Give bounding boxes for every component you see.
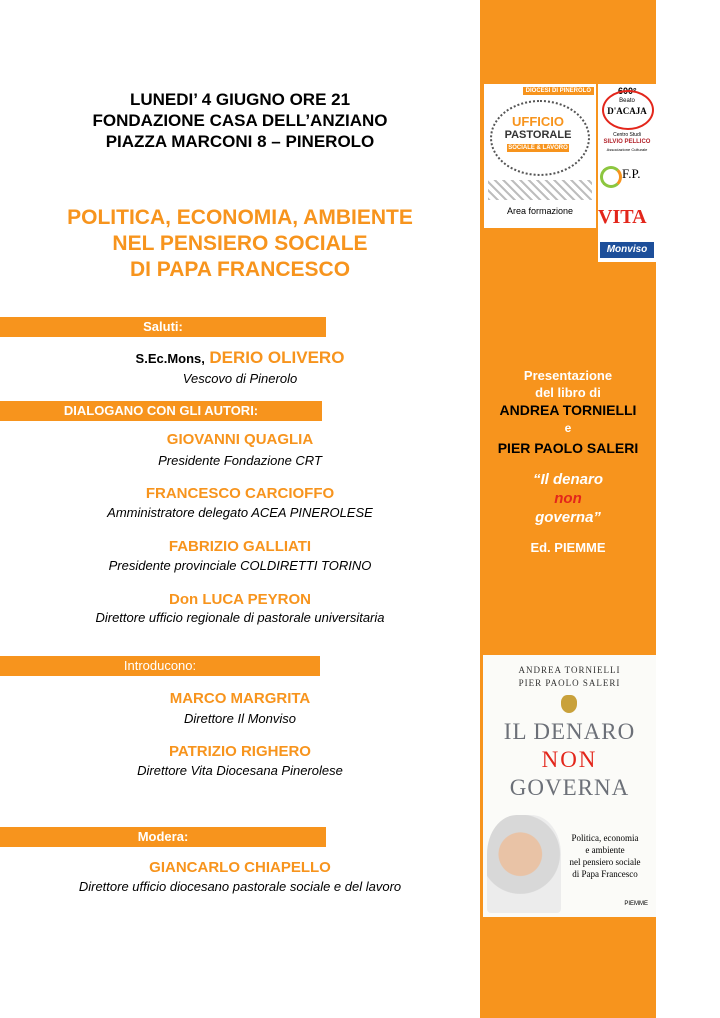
speaker-role: Presidente provinciale COLDIRETTI TORINO xyxy=(108,558,372,573)
speaker-name: PATRIZIO RIGHERO xyxy=(169,743,311,760)
pres-book-title-1: “Il denaro xyxy=(532,471,603,488)
logo-sponsors xyxy=(598,84,656,262)
pres-author-2: PIER PAOLO SALERI xyxy=(497,440,639,456)
moderator-role: Direttore ufficio diocesano pastorale sociale e del lavoro xyxy=(78,879,402,894)
book-subtitle-4: di Papa Francesco xyxy=(572,869,638,879)
logo-ufficio-line3: SOCIALE & LAVORO xyxy=(508,145,568,151)
book-cover xyxy=(483,655,656,917)
saluti-speaker xyxy=(0,348,480,368)
logo-pellico-line3: Associazione Culturale xyxy=(606,147,648,152)
event-address: PIAZZA MARCONI 8 – PINEROLO xyxy=(105,132,375,151)
band-modera: Modera: xyxy=(0,827,326,847)
logo-fp-ring-icon xyxy=(600,166,622,188)
pres-and: e xyxy=(564,421,572,435)
logo-ufficio-line2: PASTORALE xyxy=(504,129,572,141)
pres-line2: del libro di xyxy=(535,385,601,400)
moderator-name: GIANCARLO CHIAPELLO xyxy=(149,859,331,876)
logo-fp-label: F.P. xyxy=(622,166,641,181)
pres-line1: Presentazione xyxy=(523,368,613,383)
book-title-1: IL DENARO xyxy=(503,719,636,744)
pope-portrait-image xyxy=(487,815,561,913)
book-title-3: GOVERNA xyxy=(509,775,630,800)
saluti-name: DERIO OLIVERO xyxy=(209,348,345,367)
pres-book-title-3: governa” xyxy=(535,509,601,526)
logo-monviso-label: Monviso xyxy=(600,242,654,258)
saluti-role: Vescovo di Pinerolo xyxy=(182,371,298,386)
logo-600-label: 600° xyxy=(618,86,637,96)
speaker-role: Amministratore delegato ACEA PINEROLESE xyxy=(107,505,373,520)
book-subtitle-2: e ambiente xyxy=(585,845,625,855)
logo-ufficio-line1: UFFICIO xyxy=(512,114,564,129)
event-date-time: LUNEDI’ 4 GIUGNO ORE 21 xyxy=(129,90,351,109)
book-subtitle-1: Politica, economia xyxy=(571,833,639,843)
logo-ufficio-pastorale xyxy=(484,84,596,228)
band-introducono: Introducono: xyxy=(0,656,320,676)
area-formazione-label: Area formazione xyxy=(506,206,574,216)
speaker-name: GIOVANNI QUAGLIA xyxy=(166,431,314,448)
speaker-role: Direttore ufficio regionale di pastorale universitaria xyxy=(95,610,385,625)
title-line-2: NEL PENSIERO SOCIALE xyxy=(112,232,368,255)
title-line-3: DI PAPA FRANCESCO xyxy=(129,258,351,281)
book-subtitle-3: nel pensiero sociale xyxy=(569,857,641,867)
logo-acaia-line1: Beato xyxy=(619,98,635,104)
logo-vita-label: VITA xyxy=(598,206,647,228)
logo-diocese-label: DIOCESI DI PINEROLO xyxy=(523,87,594,95)
logo-dots-decoration xyxy=(488,180,592,200)
pres-book-title-2: non xyxy=(554,490,582,507)
speaker-name: FRANCESCO CARCIOFFO xyxy=(145,485,335,502)
speaker-role: Presidente Fondazione CRT xyxy=(158,453,322,468)
logo-acaia-line2: D'ACAJA xyxy=(607,106,647,116)
speaker-role: Direttore Vita Diocesana Pinerolese xyxy=(137,763,343,778)
event-venue: FONDAZIONE CASA DELL’ANZIANO xyxy=(92,111,388,130)
logo-pellico-line2: SILVIO PELLICO xyxy=(603,139,651,145)
band-saluti: Saluti: xyxy=(0,317,326,337)
papal-crest-icon xyxy=(561,695,577,713)
speaker-name: MARCO MARGRITA xyxy=(169,690,311,707)
speaker-role: Direttore Il Monviso xyxy=(184,711,296,726)
book-title-2: NON xyxy=(541,747,598,772)
pres-publisher: Ed. PIEMME xyxy=(530,540,606,555)
speaker-name: FABRIZIO GALLIATI xyxy=(168,538,312,555)
title-line-1: POLITICA, ECONOMIA, AMBIENTE xyxy=(67,206,413,229)
pres-author-1: ANDREA TORNIELLI xyxy=(499,402,637,418)
speaker-name: Don LUCA PEYRON xyxy=(169,591,311,608)
book-publisher: PIEMME xyxy=(624,901,648,907)
saluti-prefix: S.Ec.Mons, xyxy=(135,351,205,366)
book-author-2: PIER PAOLO SALERI xyxy=(518,678,621,688)
logo-pellico-line1: Centro Studi xyxy=(613,132,641,138)
band-dialogano: DIALOGANO CON GLI AUTORI: xyxy=(0,401,322,421)
book-author-1: ANDREA TORNIELLI xyxy=(518,665,621,675)
